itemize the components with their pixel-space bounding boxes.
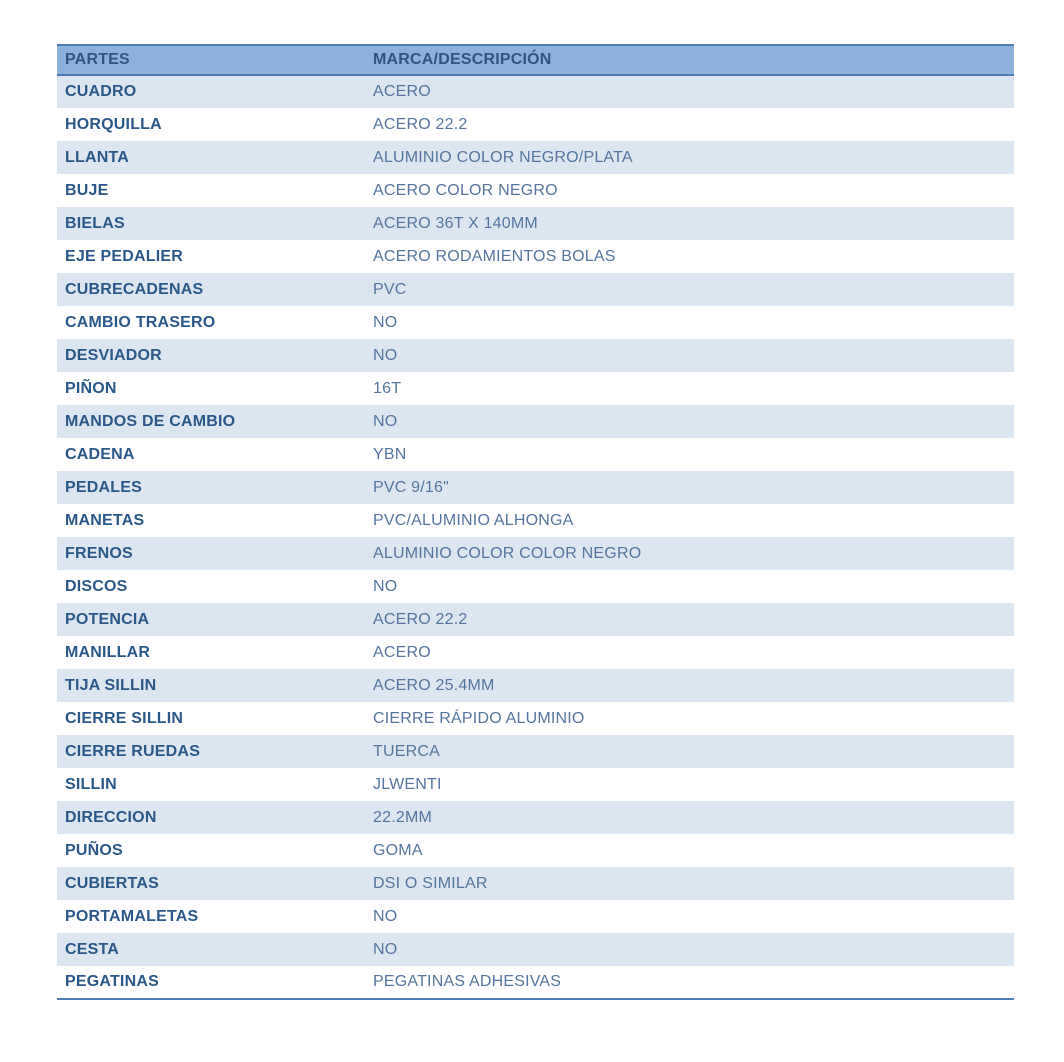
table-row bbox=[57, 174, 1014, 207]
parts-spec-table-container bbox=[57, 44, 1014, 1000]
desc-cell: NO bbox=[373, 907, 398, 925]
table-row bbox=[57, 339, 1014, 372]
desc-cell: ALUMINIO COLOR NEGRO/PLATA bbox=[373, 148, 633, 166]
desc-cell: NO bbox=[373, 577, 398, 595]
column-header-marca-descripcion: MARCA/DESCRIPCIÓN bbox=[365, 45, 1014, 75]
part-cell: MANETAS bbox=[65, 511, 145, 529]
table-row bbox=[57, 669, 1014, 702]
part-cell: POTENCIA bbox=[65, 610, 150, 628]
part-cell: PORTAMALETAS bbox=[65, 907, 199, 925]
desc-cell: YBN bbox=[373, 445, 407, 463]
table-row bbox=[57, 603, 1014, 636]
desc-cell: ACERO bbox=[373, 83, 431, 100]
desc-cell: NO bbox=[373, 412, 398, 430]
part-cell: CUBRECADENAS bbox=[65, 280, 204, 298]
desc-cell: 22.2MM bbox=[373, 808, 432, 826]
table-row bbox=[57, 933, 1014, 966]
part-cell: DIRECCION bbox=[65, 808, 157, 826]
table-row bbox=[57, 702, 1014, 735]
desc-cell: DSI O SIMILAR bbox=[373, 874, 488, 892]
desc-cell: PVC 9/16" bbox=[373, 478, 449, 496]
part-cell: CIERRE RUEDAS bbox=[65, 742, 201, 760]
part-cell: CADENA bbox=[65, 445, 135, 463]
table-row bbox=[57, 768, 1014, 801]
desc-cell: NO bbox=[373, 346, 398, 364]
table-row bbox=[57, 834, 1014, 867]
part-cell: PIÑON bbox=[65, 379, 117, 397]
table-row bbox=[57, 735, 1014, 768]
desc-cell: ACERO COLOR NEGRO bbox=[373, 181, 558, 199]
desc-cell: PEGATINAS ADHESIVAS bbox=[365, 966, 1014, 999]
part-cell: PEDALES bbox=[65, 478, 142, 496]
part-cell: SILLIN bbox=[65, 775, 117, 793]
table-row bbox=[57, 900, 1014, 933]
table-row bbox=[57, 537, 1014, 570]
part-cell: CESTA bbox=[65, 940, 120, 958]
table-row bbox=[57, 801, 1014, 834]
desc-cell: ACERO RODAMIENTOS BOLAS bbox=[373, 247, 616, 265]
desc-cell: TUERCA bbox=[373, 742, 440, 760]
part-cell: CUBIERTAS bbox=[65, 874, 159, 892]
part-cell: PUÑOS bbox=[65, 841, 123, 859]
part-cell: CIERRE SILLIN bbox=[65, 709, 184, 727]
table-row bbox=[57, 306, 1014, 339]
table-row bbox=[57, 372, 1014, 405]
table-header bbox=[57, 45, 1014, 75]
table-body bbox=[57, 75, 1014, 999]
table-row bbox=[57, 405, 1014, 438]
part-cell: LLANTA bbox=[65, 148, 129, 166]
part-cell: MANILLAR bbox=[65, 643, 151, 661]
table-row bbox=[57, 471, 1014, 504]
table-row bbox=[57, 438, 1014, 471]
desc-cell: GOMA bbox=[373, 841, 423, 859]
desc-cell: JLWENTI bbox=[373, 775, 442, 793]
desc-cell: ACERO 36T X 140MM bbox=[373, 214, 538, 232]
part-cell: BIELAS bbox=[65, 214, 125, 232]
table-row bbox=[57, 141, 1014, 174]
desc-cell: ALUMINIO COLOR COLOR NEGRO bbox=[373, 544, 642, 562]
part-cell: DESVIADOR bbox=[65, 346, 162, 364]
table-row bbox=[57, 108, 1014, 141]
table-row bbox=[57, 570, 1014, 603]
table-row bbox=[57, 636, 1014, 669]
desc-cell: PVC/ALUMINIO ALHONGA bbox=[373, 511, 574, 529]
table-row bbox=[57, 273, 1014, 306]
part-cell: PEGATINAS bbox=[57, 966, 365, 999]
desc-cell: ACERO 22.2 bbox=[373, 115, 468, 133]
part-cell: CAMBIO TRASERO bbox=[65, 313, 216, 331]
part-cell: MANDOS DE CAMBIO bbox=[65, 412, 236, 430]
desc-cell: ACERO 22.2 bbox=[373, 610, 468, 628]
table-row bbox=[57, 75, 1014, 108]
parts-spec-table bbox=[57, 44, 1014, 1000]
table-row bbox=[57, 207, 1014, 240]
part-cell: CUADRO bbox=[65, 83, 137, 100]
part-cell: EJE PEDALIER bbox=[65, 247, 183, 265]
desc-cell: CIERRE RÁPIDO ALUMINIO bbox=[373, 709, 585, 727]
part-cell: BUJE bbox=[65, 181, 109, 199]
desc-cell: 16T bbox=[373, 379, 402, 397]
table-row bbox=[57, 240, 1014, 273]
table-row bbox=[57, 504, 1014, 537]
part-cell: FRENOS bbox=[65, 544, 133, 562]
table-row bbox=[57, 867, 1014, 900]
desc-cell: NO bbox=[373, 313, 398, 331]
desc-cell: PVC bbox=[373, 280, 407, 298]
desc-cell: ACERO 25.4MM bbox=[373, 676, 495, 694]
header-row bbox=[57, 45, 1014, 75]
table-row bbox=[57, 966, 1014, 999]
part-cell: HORQUILLA bbox=[65, 115, 162, 133]
part-cell: DISCOS bbox=[65, 577, 128, 595]
desc-cell: ACERO bbox=[373, 643, 431, 661]
desc-cell: NO bbox=[373, 940, 398, 958]
part-cell: TIJA SILLIN bbox=[65, 676, 157, 694]
column-header-partes: PARTES bbox=[57, 45, 365, 75]
